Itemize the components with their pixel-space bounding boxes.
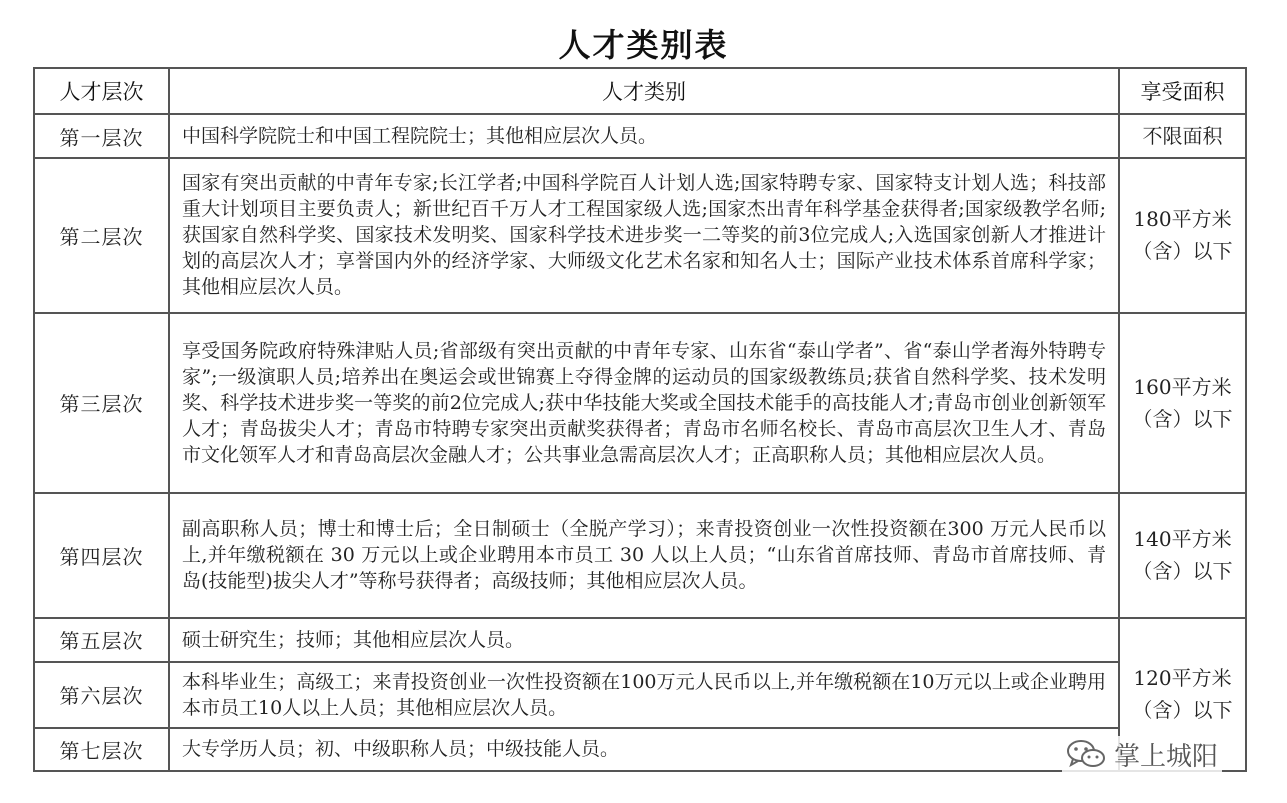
area-cell: 140平方米（含）以下: [1119, 493, 1246, 617]
header-area: 享受面积: [1119, 68, 1246, 114]
area-cell: 160平方米（含）以下: [1119, 313, 1246, 494]
table-row: [34, 158, 1246, 312]
area-cell-merged: 120平方米（含）以下: [1119, 618, 1246, 771]
area-cell: 不限面积: [1119, 114, 1246, 158]
header-level: 人才层次: [34, 68, 169, 114]
category-cell: 大专学历人员；初、中级职称人员；中级技能人员。: [169, 728, 1119, 771]
talent-category-table: [33, 67, 1247, 772]
table-row: [34, 313, 1246, 494]
wechat-icon: [1066, 738, 1106, 770]
table-row: [34, 662, 1246, 728]
level-cell: 第二层次: [34, 158, 169, 312]
table-row: [34, 114, 1246, 158]
watermark-text: 掌上城阳: [1114, 741, 1219, 772]
category-cell: 国家有突出贡献的中青年专家;长江学者;中国科学院百人计划人选;国家特聘专家、国家特支计划人选；科技部重大计划项目主要负责人；新世纪百千万人才工程国家级人选;国家杰出青年科学基金获得者;国家级教学名师;获国家自然科学奖、国家技术发明奖、国家科学技术进步奖一二等奖的前3位完成人;入选国家创新人才推进计划的高层次人才；享誉国内外的经济学家、大师级文化艺术名家和知名人士；国际产业技术体系首席科学家；其他相应层次人员。: [169, 158, 1119, 312]
header-category: 人才类别: [169, 68, 1119, 114]
level-cell: 第四层次: [34, 493, 169, 617]
table-header-row: [34, 68, 1246, 114]
watermark: [1062, 736, 1222, 772]
table-row: [34, 493, 1246, 617]
category-cell: 享受国务院政府特殊津贴人员;省部级有突出贡献的中青年专家、山东省“泰山学者”、省“泰山学者海外特聘专家”;一级演职人员;培养出在奥运会或世锦赛上夺得金牌的运动员的国家级教练员;获省自然科学奖、技术发明奖、科学技术进步奖一等奖的前2位完成人;获中华技能大奖或全国技术能手的高技能人才;青岛市创业创新领军人才；青岛拔尖人才；青岛市特聘专家突出贡献奖获得者；青岛市名师名校长、青岛市高层次卫生人才、青岛市文化领军人才和青岛高层次金融人才；公共事业急需高层次人才；正高职称人员；其他相应层次人员。: [169, 313, 1119, 494]
level-cell: 第七层次: [34, 728, 169, 771]
page-title: 人才类别表: [558, 26, 729, 64]
category-cell: 硕士研究生；技师；其他相应层次人员。: [169, 618, 1119, 662]
category-cell: 副高职称人员；博士和博士后；全日制硕士（全脱产学习）；来青投资创业一次性投资额在300 万元人民币以上,并年缴税额在 30 万元以上或企业聘用本市员工 30 人以上人员；“山东省首席技师、青岛市首席技师、青岛(技能型)拔尖人才”等称号获得者；高级技师；其他相应层次人员。: [169, 493, 1119, 617]
level-cell: 第三层次: [34, 313, 169, 494]
category-cell: 本科毕业生；高级工；来青投资创业一次性投资额在100万元人民币以上,并年缴税额在10万元以上或企业聘用本市员工10人以上人员；其他相应层次人员。: [169, 662, 1119, 728]
table-row: [34, 618, 1246, 662]
area-cell: 180平方米（含）以下: [1119, 158, 1246, 312]
category-cell: 中国科学院院士和中国工程院院士；其他相应层次人员。: [169, 114, 1119, 158]
level-cell: 第六层次: [34, 662, 169, 728]
level-cell: 第五层次: [34, 618, 169, 662]
level-cell: 第一层次: [34, 114, 169, 158]
